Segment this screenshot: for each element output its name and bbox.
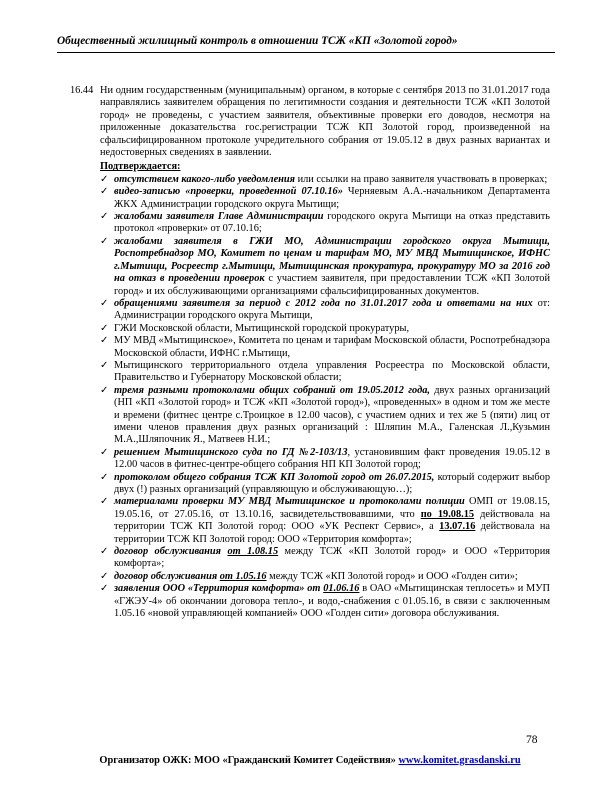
header-rule — [57, 52, 555, 53]
list-item-text: тремя разными протоколами общих собраний от 19.05.2012 года, — [114, 384, 430, 396]
list-item — [100, 211, 550, 236]
list-item-text: 13.07.16 — [439, 521, 476, 533]
list-item-text: с участием заявителя, при предоставлении ТСЖ «КП Золотой город» и их обслуживающими организациями сфальсифицированных документов. — [114, 273, 550, 297]
checkmark-icon: ✓ — [100, 235, 109, 247]
paragraph-text: Ни одним государственным (муниципальным) органом, в которые с сентября 2013 по 31.01.2017 года направлялись заявителем обращения по легитимности создания и деятельности ТСЖ «КП Золотой город» не проведены, с участием заявителя, объективные проверки его доводов, несмотря на приложенные доказательства гос.регистрации ТСЖ КП Золотой город, произведенной на сфальсифицированном протоколе учредительного собрания от 19.05.12 в двух разных вариантах и недостоверных сведениях в заявлении. — [100, 85, 550, 159]
list-item-text: который содержит выбор двух (!) разных организаций (управляющую и обслуживающую…); — [114, 471, 550, 495]
checkmark-icon: ✓ — [100, 496, 109, 508]
list-item-text: в ОАО «Мытищинская теплосеть» и МУП «ГЖЭУ-4» об окончании договора тепло-, и водо,-снабжения с 01.05.16, в связи с заключенным 1.05.16 «новой управляющей компанией» ООО «Голден сити» договора обслуживания. — [114, 583, 551, 620]
list-item-text: по 19.08.15 — [420, 508, 475, 520]
checkmark-icon: ✓ — [100, 297, 109, 309]
list-item — [100, 583, 550, 620]
checkmark-icon: ✓ — [100, 211, 109, 223]
list-item-text: 01.06.16 — [323, 583, 360, 595]
list-item — [100, 447, 550, 472]
list-item-text: решением Мытищинского суда по ГД №2-103/13 — [114, 446, 348, 458]
list-item-text: от 1.05.16 — [219, 570, 267, 582]
list-item-text: отсутствием какого-либо уведомления — [114, 173, 295, 185]
checkmark-icon: ✓ — [100, 446, 109, 458]
footer — [40, 755, 580, 766]
list-item-text: договор обслуживания — [114, 546, 221, 558]
paragraph-number: 16.44 — [70, 85, 94, 96]
list-item-text: Черняевым А.А.-начальником Департамента ЖКХ Администрации городского округа Мытищи; — [114, 186, 550, 210]
list-item — [100, 472, 550, 497]
list-item — [100, 236, 550, 298]
checkmark-icon: ✓ — [100, 359, 109, 371]
list-item-text: обращениями заявителя за период с 2012 года по 31.01.2017 года и ответами на них — [114, 297, 533, 309]
list-item — [100, 174, 550, 186]
checkmark-icon: ✓ — [100, 322, 109, 334]
list-item — [100, 385, 550, 447]
list-item — [100, 335, 550, 360]
list-item-text: жалобами заявителя в ГЖИ МО, Администрации городского округа Мытищи, Роспотребнадзор МО, Комитет по ценам и тарифам МО, МУ МВД Мытищинское, ИФНС г.Мытищи, Росреестр г.Мытищи, Мытищинская прокуратура, прокуратуру МО за 2016 год на отказ в проведении проверок — [114, 235, 550, 285]
evidence-list — [70, 174, 550, 621]
checkmark-icon: ✓ — [100, 471, 109, 483]
list-item-text: , установившим факт проведения 19.05.12 в 12.00 часов в фитнес-центре-общего собрания НП КП Золотой город; — [114, 446, 550, 471]
checkmark-icon: ✓ — [100, 173, 109, 185]
checkmark-icon: ✓ — [100, 186, 109, 198]
footer-link[interactable]: www.komitet.grasdanski.ru — [398, 755, 521, 766]
list-item-text: МУ МВД «Мытищинское», Комитета по ценам и тарифам Московской области, Роспотребнадзора Московской области, ИФНС г.Мытищи, — [114, 335, 550, 359]
list-item-text: двух разных организаций (НП «КП «Золотой город» и ТСЖ «КП «Золотой город»), «проведенных» в одном и том же месте и времени (фитнес центре с.Троицкое в 12.00 часов), с участием одних и тех же 5 (пяти) лиц от имени членов правления двух разных организаций : Шляпин М.А., Галенская Л.,Кузьмин М.А.,Шляпочник Я., Матвеев Н.И.; — [114, 384, 551, 446]
checkmark-icon: ✓ — [100, 583, 109, 595]
list-item-text: ОМП от 19.08.15, 19.05.16, от 27.05.16, от 13.10.16, засвидетельствовавшими, что — [114, 496, 550, 520]
list-item-text: действовала на территории ТСЖ КП Золотой город: ООО «УК Респект Сервис», а — [114, 508, 551, 533]
list-item — [100, 323, 550, 335]
list-item-text: заявления ООО «Территория комфорта» от — [114, 583, 324, 595]
list-item-text: договор обслуживания — [114, 570, 218, 582]
list-item — [100, 571, 550, 583]
running-header: Общественный жилищный контроль в отношении ТСЖ «КП «Золотой город» — [57, 35, 458, 47]
list-item-text: между ТСЖ «КП Золотой город» и ООО «Голден сити»; — [266, 570, 518, 582]
page-number: 78 — [526, 734, 538, 746]
paragraph-16-44 — [70, 85, 550, 159]
list-item-text: протоколом общего собрания ТСЖ КП Золотой город от 26.07.2015, — [114, 471, 435, 483]
list-item-text: материалами проверки МУ МВД Мытищинское и протоколами полиции — [114, 496, 465, 508]
list-item-text: ГЖИ Московской области, Мытищинской городской прокуратуры, — [114, 322, 410, 334]
list-item-text: действовала на территории ТСЖ КП Золотой город: ООО «Территория комфорта»; — [114, 521, 550, 545]
list-item-text: жалобами заявителя Главе Администрации — [114, 211, 324, 223]
list-item — [100, 496, 550, 546]
list-item — [100, 546, 550, 571]
footer-organizer: Организатор ОЖК: МОО «Гражданский Комитет Содействия» — [99, 755, 399, 766]
list-item-text: или ссылки на право заявителя участвовать в проверках; — [294, 173, 548, 185]
confirm-label: Подтверждается: — [100, 161, 181, 173]
list-item-text: от: Администрации городского округа Мытищи, — [114, 297, 551, 322]
list-item — [100, 186, 550, 211]
checkmark-icon: ✓ — [100, 384, 109, 396]
list-item-text: городского округа Мытищи на отказ представить протокол «проверки» от 07.10.16; — [114, 211, 551, 235]
list-item — [100, 360, 550, 385]
list-item-text: видео-записью «проверки, проведенной 07.10.16» — [114, 186, 343, 198]
checkmark-icon: ✓ — [100, 546, 109, 558]
list-item-text: от 1.08.15 — [227, 546, 279, 558]
checkmark-icon: ✓ — [100, 570, 109, 582]
list-item-text: Мытищинского территориального отдела управления Росреестра по Московской области, Правительство и Губернатору Московской области; — [114, 359, 550, 384]
checkmark-icon: ✓ — [100, 335, 109, 347]
list-item — [100, 298, 550, 323]
list-item-text: между ТСЖ «КП Золотой город» и ООО «Территория комфорта»; — [114, 546, 550, 570]
document-body — [70, 85, 550, 620]
